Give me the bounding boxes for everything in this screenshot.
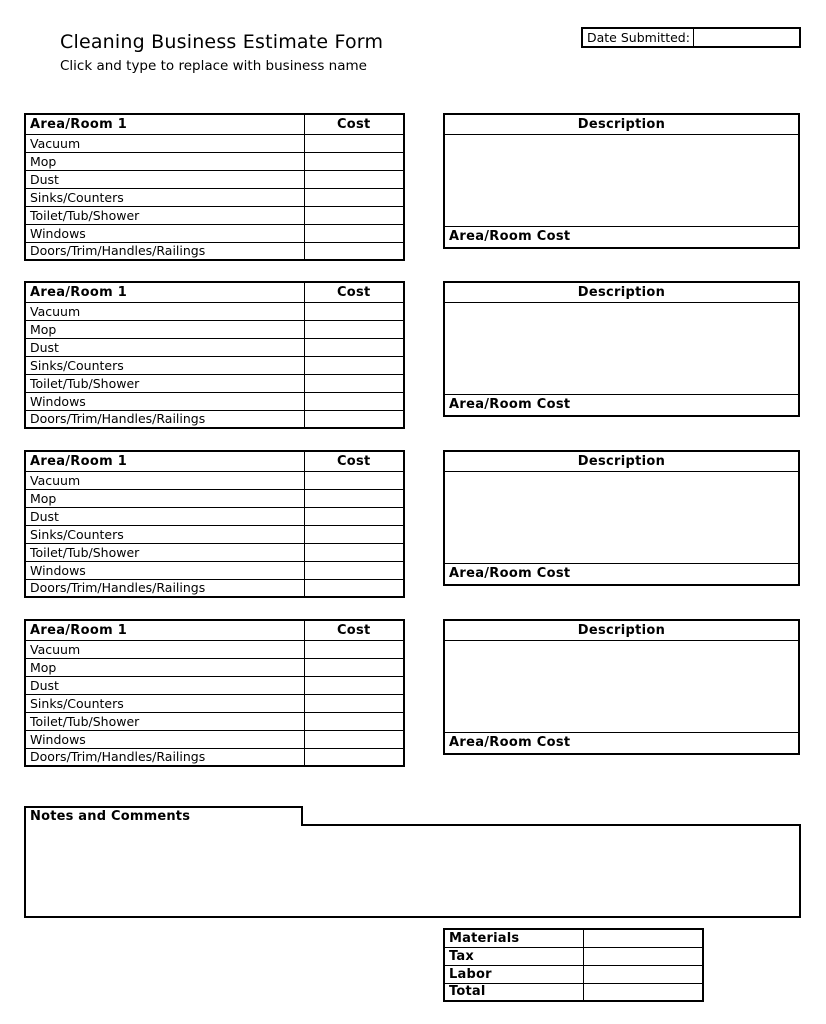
description-panel-2 [443,281,800,417]
table-row [25,712,404,730]
task-label: Vacuum [25,640,304,658]
cost-input[interactable] [304,170,404,188]
description-panel-1 [443,113,800,249]
cost-input[interactable] [304,471,404,489]
table-row [25,525,404,543]
table-row [25,152,404,170]
table-row [25,188,404,206]
table-row [25,561,404,579]
table-header-row [25,114,404,134]
task-label: Toilet/Tub/Shower [25,374,304,392]
table-row [25,170,404,188]
task-label: Sinks/Counters [25,694,304,712]
cost-input[interactable] [304,338,404,356]
cost-input[interactable] [304,730,404,748]
task-label: Windows [25,730,304,748]
totals-input-total[interactable] [583,983,703,1001]
table-row [25,676,404,694]
description-header: Description [445,452,798,472]
description-block-2 [443,281,800,417]
task-label: Toilet/Tub/Shower [25,712,304,730]
task-label: Windows [25,224,304,242]
room-table-3 [24,450,405,598]
table-row [25,392,404,410]
room-table-2 [24,281,405,429]
area-room-cost-label: Area/Room Cost [449,566,571,581]
table-row [25,410,404,428]
cost-input[interactable] [304,134,404,152]
table-row [25,730,404,748]
cost-input[interactable] [304,712,404,730]
table-row [444,983,703,1001]
table-row [25,338,404,356]
table-row [25,694,404,712]
task-label: Vacuum [25,471,304,489]
description-header: Description [445,621,798,641]
task-label: Windows [25,561,304,579]
room-block-4 [24,619,405,767]
cost-input[interactable] [304,206,404,224]
table-row [25,748,404,766]
table-row [25,507,404,525]
cost-input[interactable] [304,188,404,206]
room-block-2 [24,281,405,429]
cost-input[interactable] [304,410,404,428]
table-row [25,356,404,374]
cost-input[interactable] [304,392,404,410]
task-label: Mop [25,489,304,507]
date-submitted-label: Date Submitted: [583,29,694,46]
totals-label-total: Total [444,983,583,1001]
description-block-1 [443,113,800,249]
task-label: Mop [25,152,304,170]
totals-input-materials[interactable] [583,929,703,947]
task-label: Dust [25,507,304,525]
room-block-1 [24,113,405,261]
cost-input[interactable] [304,507,404,525]
task-label: Windows [25,392,304,410]
task-label: Toilet/Tub/Shower [25,543,304,561]
table-row [25,471,404,489]
cost-input[interactable] [304,748,404,766]
area-room-header: Area/Room 1 [25,282,304,302]
area-room-cost-label: Area/Room Cost [449,229,571,244]
table-row [25,242,404,260]
table-header-row [25,282,404,302]
area-room-header: Area/Room 1 [25,114,304,134]
table-row [25,206,404,224]
cost-input[interactable] [304,525,404,543]
task-label: Vacuum [25,134,304,152]
totals-label-tax: Tax [444,947,583,965]
description-input[interactable] [445,641,798,733]
room-block-3 [24,450,405,598]
area-room-cost-label: Area/Room Cost [449,735,571,750]
area-room-header: Area/Room 1 [25,451,304,471]
task-label: Toilet/Tub/Shower [25,206,304,224]
cost-input[interactable] [304,640,404,658]
task-label: Mop [25,658,304,676]
task-label: Dust [25,170,304,188]
cost-header: Cost [304,282,404,302]
cost-input[interactable] [304,152,404,170]
table-row [25,374,404,392]
description-input[interactable] [445,135,798,227]
cost-input[interactable] [304,374,404,392]
task-label: Doors/Trim/Handles/Railings [25,748,304,766]
cost-input[interactable] [304,694,404,712]
room-table-1 [24,113,405,261]
cost-input[interactable] [304,489,404,507]
table-row [25,640,404,658]
notes-and-comments-section [24,806,801,918]
notes-input[interactable] [24,824,801,918]
cost-input[interactable] [304,658,404,676]
task-label: Mop [25,320,304,338]
table-row [25,320,404,338]
cost-input[interactable] [304,242,404,260]
cost-input[interactable] [304,543,404,561]
cost-input[interactable] [304,356,404,374]
task-label: Doors/Trim/Handles/Railings [25,242,304,260]
table-row [25,543,404,561]
cost-header: Cost [304,114,404,134]
task-label: Dust [25,676,304,694]
task-label: Vacuum [25,302,304,320]
table-row [25,224,404,242]
table-row [25,302,404,320]
task-label: Dust [25,338,304,356]
task-label: Sinks/Counters [25,188,304,206]
notes-tab-mask [26,824,301,827]
task-label: Doors/Trim/Handles/Railings [25,410,304,428]
description-input[interactable] [445,472,798,564]
totals-label-labor: Labor [444,965,583,983]
area-room-cost-label: Area/Room Cost [449,397,571,412]
date-submitted-input[interactable] [694,29,799,46]
totals-table [443,928,704,1002]
area-room-header: Area/Room 1 [25,620,304,640]
room-table-4 [24,619,405,767]
description-input[interactable] [445,303,798,395]
notes-and-comments-label: Notes and Comments [30,809,191,824]
task-label: Sinks/Counters [25,356,304,374]
table-header-row [25,620,404,640]
table-row [25,489,404,507]
cost-input[interactable] [304,224,404,242]
table-row [25,579,404,597]
totals-input-tax[interactable] [583,947,703,965]
table-row [25,658,404,676]
cost-header: Cost [304,451,404,471]
cost-input[interactable] [304,320,404,338]
description-block-4 [443,619,800,755]
table-row [444,929,703,947]
description-header: Description [445,115,798,135]
totals-input-labor[interactable] [583,965,703,983]
cost-input[interactable] [304,676,404,694]
table-row [444,965,703,983]
task-label: Doors/Trim/Handles/Railings [25,579,304,597]
date-submitted-field[interactable] [581,27,801,48]
business-name-placeholder[interactable]: Click and type to replace with business name [60,58,367,74]
page-title: Cleaning Business Estimate Form [60,31,384,53]
cost-input[interactable] [304,302,404,320]
table-row [25,134,404,152]
description-block-3 [443,450,800,586]
description-panel-3 [443,450,800,586]
description-header: Description [445,283,798,303]
cost-input[interactable] [304,579,404,597]
totals-label-materials: Materials [444,929,583,947]
table-header-row [25,451,404,471]
cost-header: Cost [304,620,404,640]
task-label: Sinks/Counters [25,525,304,543]
table-row [444,947,703,965]
description-panel-4 [443,619,800,755]
cost-input[interactable] [304,561,404,579]
